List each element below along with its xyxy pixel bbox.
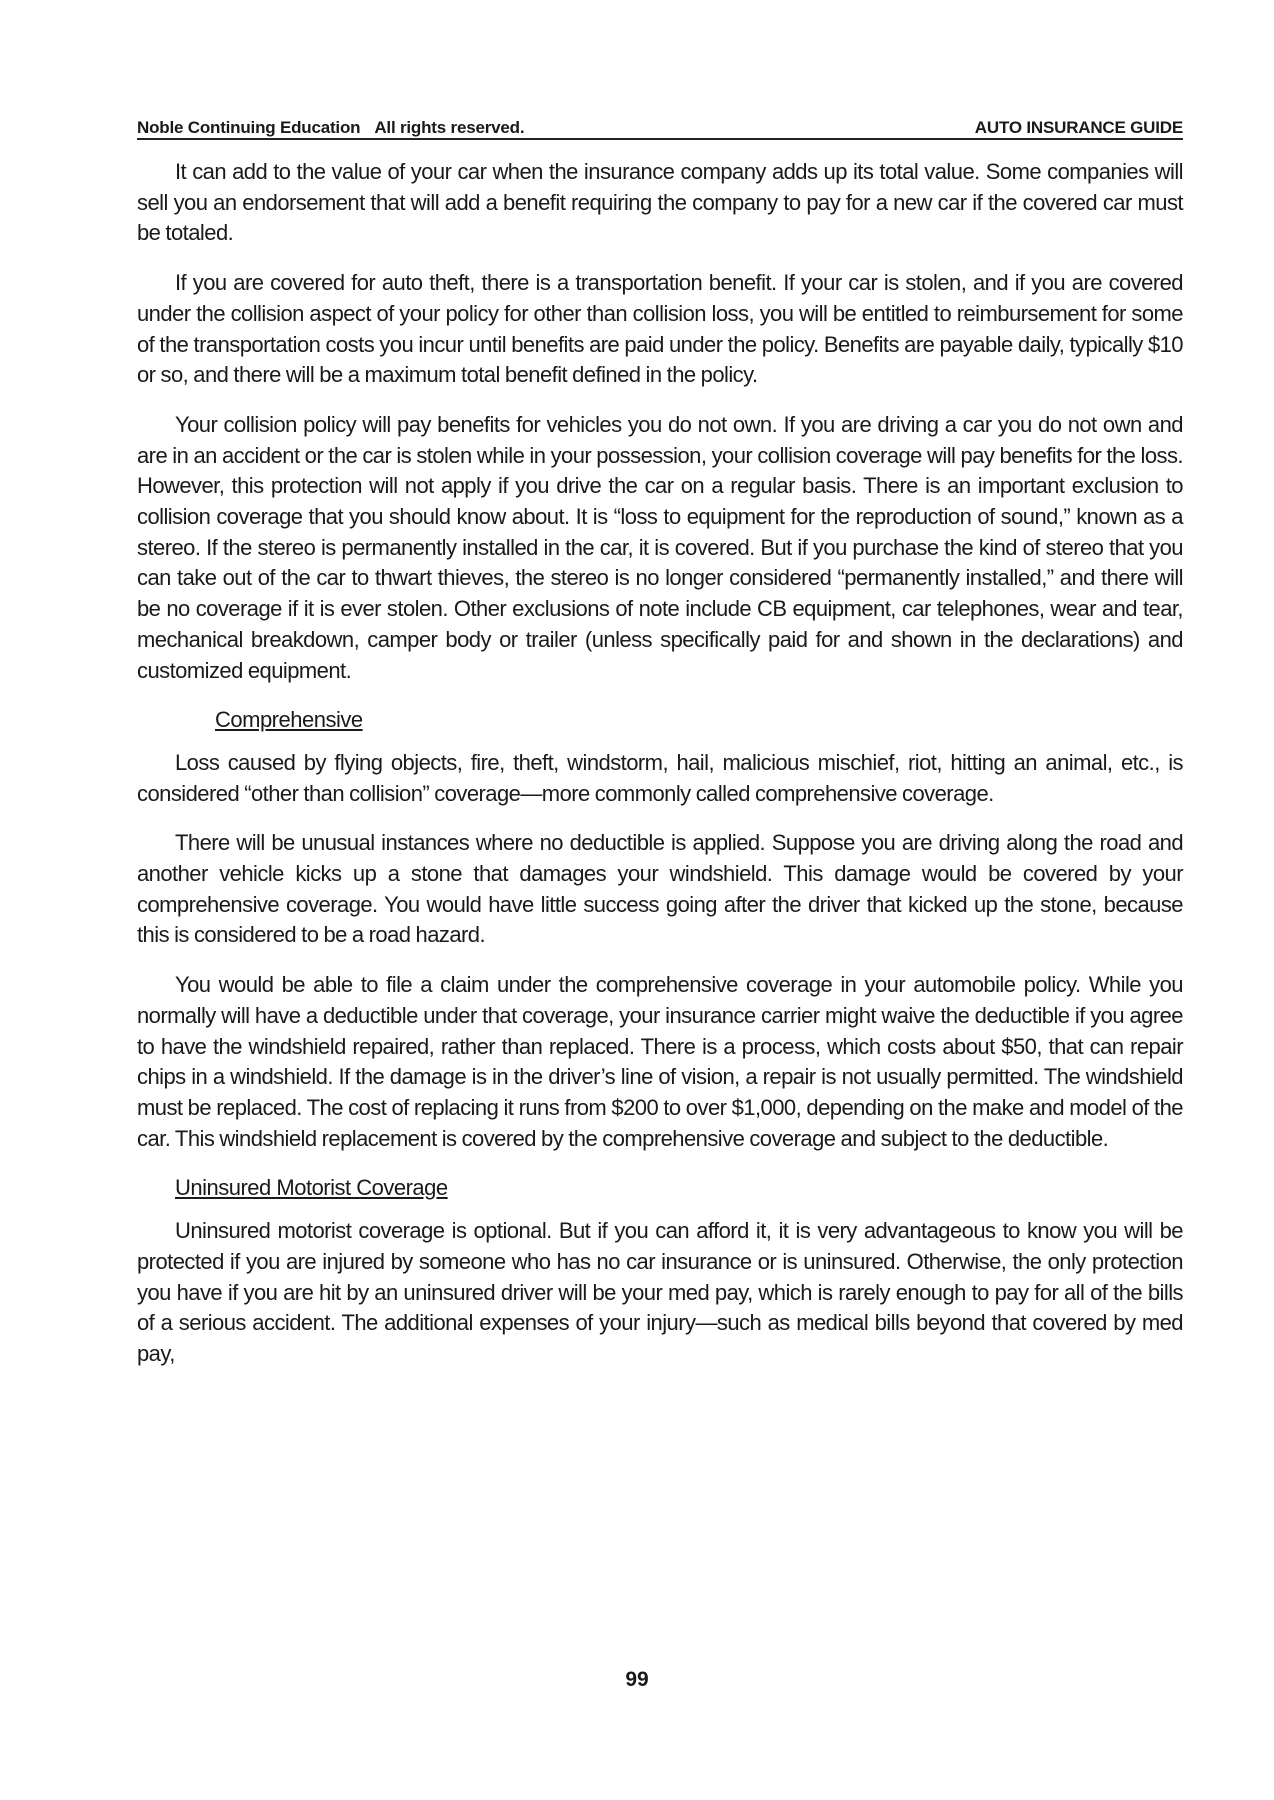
running-header <box>137 110 1183 140</box>
header-rights: All rights reserved. <box>374 118 525 137</box>
paragraph: Your collision policy will pay benefits for vehicles you do not own. If you are driving a car you do not own and are in an accident or the car is stolen while in your possession, your collision coverage will pay benefits for the loss. However, this protection will not apply if you drive the car on a regular basis. There is an important exclusion to collision coverage that you should know about. It is “loss to equipment for the reproduction of sound,” known as a stereo. If the stereo is permanently installed in the car, it is covered. But if you purchase the kind of stereo that you can take out of the car to thwart thieves, the stereo is no longer considered “permanently installed,” and there will be no coverage if it is ever stolen. Other exclusions of note include CB equipment, car telephones, wear and tear, mechanical breakdown, camper body or trailer (unless specifically paid for and shown in the declarations) and customized equipment. <box>137 411 1183 683</box>
paragraph: Uninsured motorist coverage is optional. But if you can afford it, it is very advantageous to know you will be protected if you are injured by someone who has no car insurance or is uninsured. Otherwise, the only protection you have if you are hit by an uninsured driver will be your med pay, which is rarely enough to pay for all of the bills of a serious accident. The additional expenses of your injury—such as medical bills beyond that covered by med pay, <box>137 1218 1183 1366</box>
page-number: 99 <box>625 1668 649 1691</box>
paragraph: It can add to the value of your car when the insurance company adds up its total value. Some companies will sell you an endorsement that will add a benefit requiring the company to pay for a new car if the covered car must be totaled. <box>137 159 1183 246</box>
section-heading-uninsured: Uninsured Motorist Coverage <box>175 1175 448 1201</box>
header-title: AUTO INSURANCE GUIDE <box>974 118 1183 137</box>
paragraph: If you are covered for auto theft, there is a transportation benefit. If your car is stolen, and if you are covered under the collision aspect of your policy for other than collision loss, you will be entitled to reimbursement for some of the transportation costs you incur until benefits are paid under the policy. Benefits are payable daily, typically $10 or so, and there will be a maximum total benefit defined in the policy. <box>137 270 1183 388</box>
paragraph: You would be able to file a claim under the comprehensive coverage in your automobile policy. While you normally will have a deductible under that coverage, your insurance carrier might waive the deductible if you agree to have the windshield repaired, rather than replaced. There is a process, which costs about $50, that can repair chips in a windshield. If the damage is in the driver’s line of vision, a repair is not usually permitted. The windshield must be replaced. The cost of replacing it runs from $200 to over $1,000, depending on the make and model of the car. This windshield replacement is covered by the comprehensive coverage and subject to the deductible. <box>137 972 1183 1151</box>
paragraph: There will be unusual instances where no deductible is applied. Suppose you are driving along the road and another vehicle kicks up a stone that damages your windshield. This damage would be covered by your comprehensive coverage. You would have little success going after the driver that kicked up the stone, because this is considered to be a road hazard. <box>137 830 1183 948</box>
section-heading-comprehensive: Comprehensive <box>215 707 363 733</box>
header-publisher: Noble Continuing Education <box>137 118 361 137</box>
body-text <box>137 157 1183 1389</box>
paragraph: Loss caused by flying objects, fire, theft, windstorm, hail, malicious mischief, riot, hitting an animal, etc., is considered “other than collision” coverage—more commonly called comprehensive coverage. <box>137 749 1183 806</box>
header-left <box>137 118 524 138</box>
